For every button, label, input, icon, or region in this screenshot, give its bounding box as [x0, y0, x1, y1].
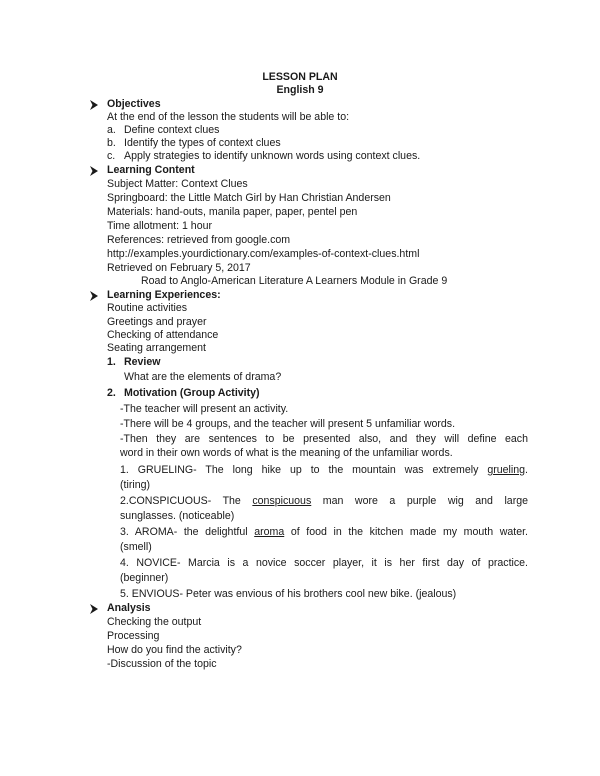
vocab-meaning: (smell): [120, 541, 152, 553]
vocab-meaning: (tiring): [120, 479, 151, 491]
page-title: LESSON PLAN: [262, 71, 338, 83]
objective-marker: a.: [107, 124, 116, 136]
vocab-item-aroma: 3. AROMA- the delightful aroma of food in the kitchen made my mouth water.: [120, 526, 528, 538]
content-line: Time allotment: 1 hour: [107, 220, 213, 232]
experience-line: Checking of attendance: [107, 329, 219, 341]
motivation-line: -Then they are sentences to be presented also, and they will define each: [120, 433, 528, 445]
motivation-line: -The teacher will present an activity.: [120, 403, 289, 415]
motivation-line: word in their own words of what is the meaning of the unfamiliar words.: [120, 447, 453, 459]
underlined-word: grueling: [487, 464, 526, 476]
vocab-meaning: (beginner): [120, 572, 169, 584]
motivation-heading: Motivation (Group Activity): [124, 387, 260, 399]
arrow-bullet-icon: [90, 166, 98, 176]
vocab-item-grueling: 1. GRUELING- The long hike up to the mountain was extremely grueling.: [120, 464, 528, 476]
objective-item: Identify the types of context clues: [124, 137, 281, 149]
analysis-line: How do you find the activity?: [107, 644, 242, 656]
underlined-word: aroma: [254, 526, 285, 538]
objective-marker: b.: [107, 137, 116, 149]
content-line: Springboard: the Little Match Girl by Han Christian Andersen: [107, 192, 391, 204]
underlined-word: conspicuous: [252, 495, 312, 507]
objective-marker: c.: [107, 150, 116, 162]
vocab-item-novice: 4. NOVICE- Marcia is a novice soccer player, it is her first day of practice.: [120, 557, 528, 569]
content-line: Materials: hand-outs, manila paper, paper, pentel pen: [107, 206, 358, 218]
experience-line: Routine activities: [107, 302, 188, 314]
content-line: Retrieved on February 5, 2017: [107, 262, 251, 274]
objective-item: Apply strategies to identify unknown words using context clues.: [124, 150, 421, 162]
vocab-item-envious: 5. ENVIOUS- Peter was envious of his brothers cool new bike. (jealous): [120, 588, 457, 600]
arrow-bullet-icon: [90, 291, 98, 301]
motivation-number: 2.: [107, 387, 116, 399]
reference-module: Road to Anglo-American Literature A Learners Module in Grade 9: [141, 275, 448, 287]
review-number: 1.: [107, 356, 116, 368]
objectives-intro: At the end of the lesson the students will be able to:: [107, 111, 350, 123]
analysis-line: -Discussion of the topic: [107, 658, 217, 670]
objectives-heading: Objectives: [107, 98, 161, 110]
experience-line: Greetings and prayer: [107, 316, 207, 328]
vocab-meaning: sunglasses. (noticeable): [120, 510, 235, 522]
reference-url: http://examples.yourdictionary.com/examples-of-context-clues.html: [107, 248, 420, 260]
analysis-heading: Analysis: [107, 602, 151, 614]
content-line: References: retrieved from google.com: [107, 234, 291, 246]
experiences-heading: Learning Experiences:: [107, 289, 221, 301]
arrow-bullet-icon: [90, 100, 98, 110]
arrow-bullet-icon: [90, 604, 98, 614]
page-subtitle: English 9: [276, 84, 324, 96]
content-heading: Learning Content: [107, 164, 195, 176]
review-question: What are the elements of drama?: [124, 371, 282, 383]
objective-item: Define context clues: [124, 124, 220, 136]
content-line: Subject Matter: Context Clues: [107, 178, 248, 190]
vocab-item-conspicuous: 2.CONSPICUOUS- The conspicuous man wore a purple wig and large: [120, 495, 529, 507]
analysis-line: Processing: [107, 630, 160, 642]
motivation-line: -There will be 4 groups, and the teacher will present 5 unfamiliar words.: [120, 418, 456, 430]
review-heading: Review: [124, 356, 161, 368]
experience-line: Seating arrangement: [107, 342, 206, 354]
analysis-line: Checking the output: [107, 616, 202, 628]
